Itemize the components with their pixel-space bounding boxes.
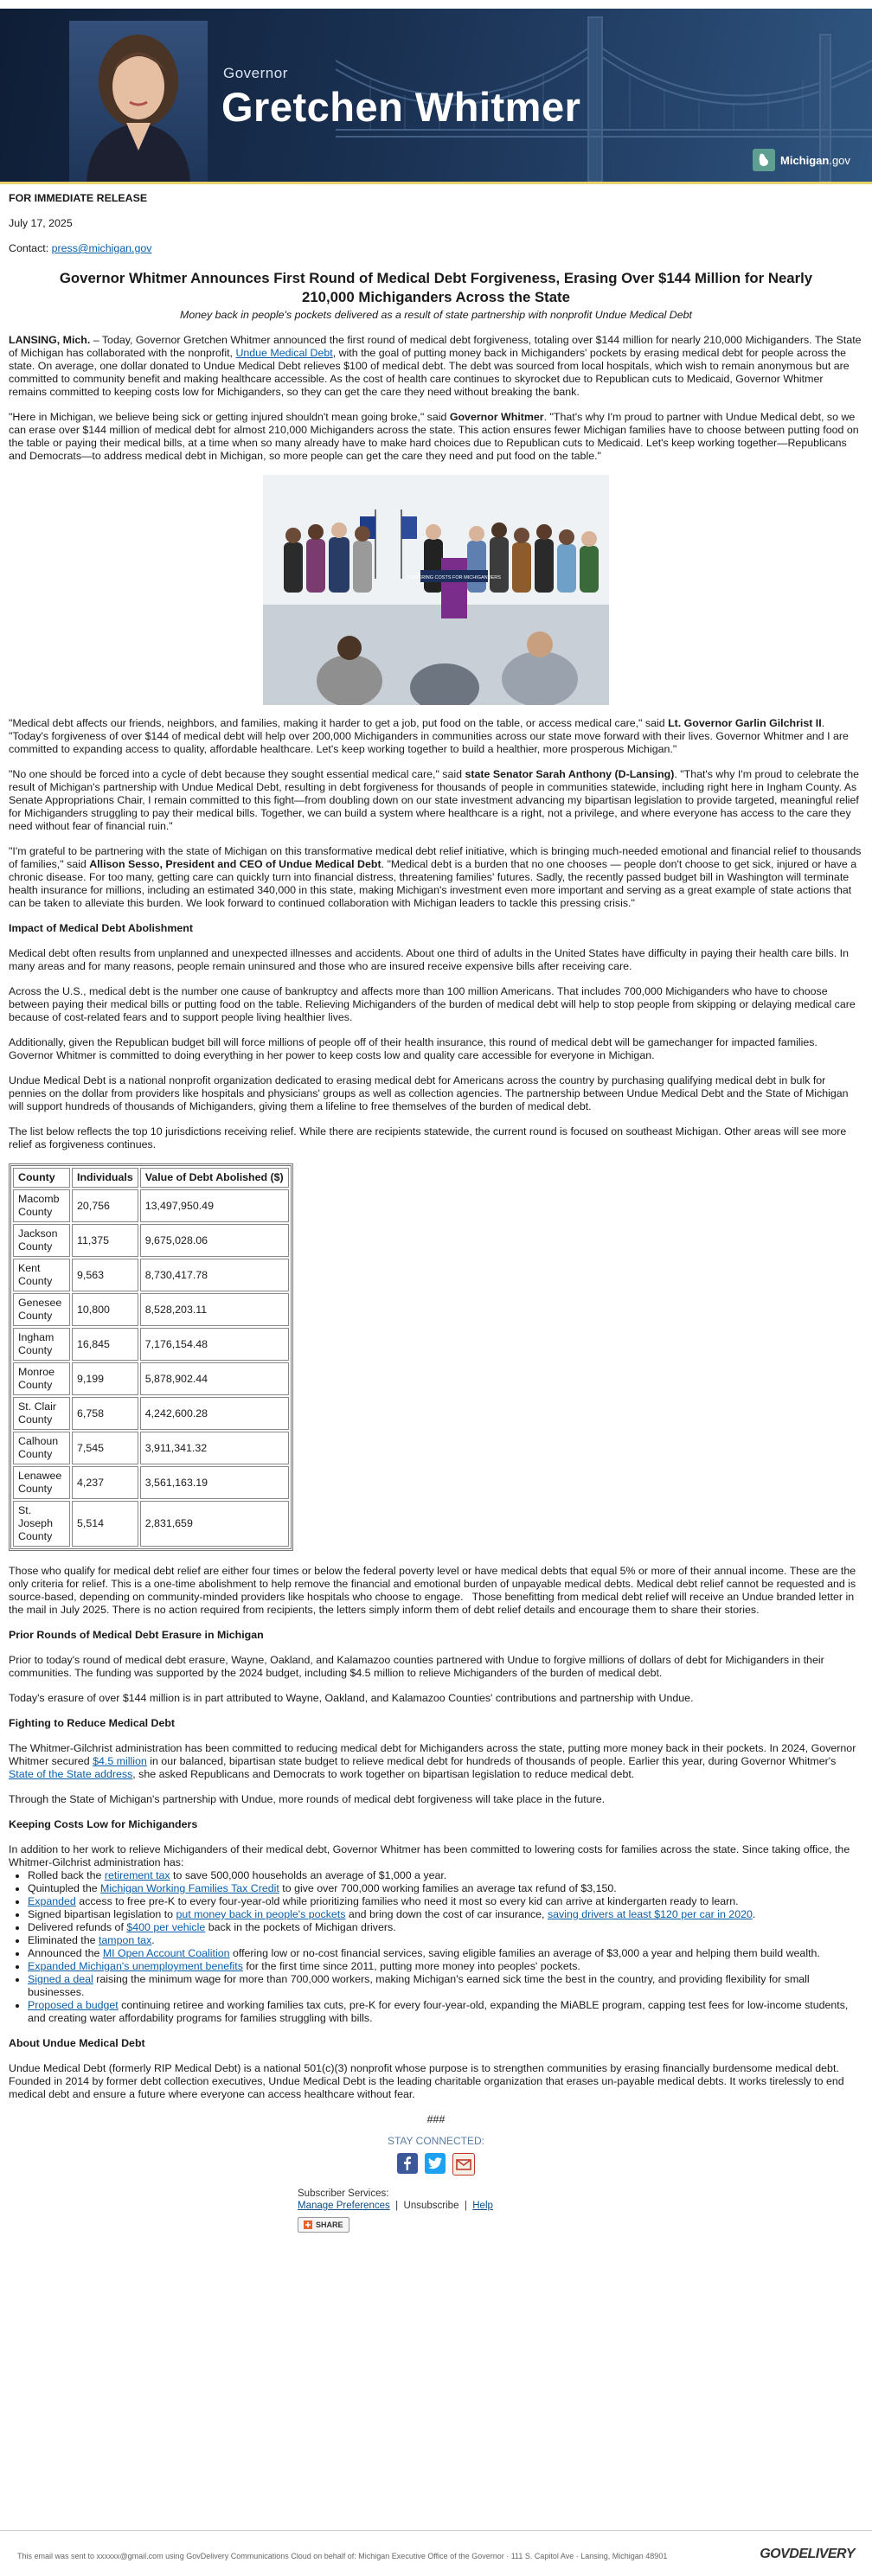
fighting-text-c: , she asked Republicans and Democrats to work together on bipartisan legislation to reduce medical debt.: [132, 1768, 635, 1780]
cell-value: 3,561,163.19: [140, 1466, 289, 1499]
cell-county: St. Clair County: [13, 1397, 70, 1430]
stay-connected-label: STAY CONNECTED:: [387, 2135, 484, 2147]
table-row: [13, 1293, 289, 1326]
cell-individuals: 9,199: [72, 1362, 138, 1395]
working-families-tax-credit-link[interactable]: Michigan Working Families Tax Credit: [100, 1882, 279, 1894]
table-row: [13, 1397, 289, 1430]
separator: |: [458, 2201, 473, 2211]
quote-governor: [9, 411, 863, 463]
keeping-intro: In addition to her work to relieve Michiganders of their medical debt, Governor Whitmer has been committed to lowering costs for families across the state. Since taking office, the Whitmer-Gilchrist administration has:: [9, 1843, 850, 1868]
cell-individuals: 6,758: [72, 1397, 138, 1430]
release-label: FOR IMMEDIATE RELEASE: [9, 192, 148, 204]
share-button[interactable]: [298, 2217, 349, 2233]
quote-senator-b: . "That's why I'm proud to celebrate the result of Michigan's partnership with Undue Medical Debt, resulting in debt forgiveness for thousands of people in communities statewide, including right here in Ingham County. As Senate Appropriations Chair, I remain committed to this fight—from doubling down on our state investment advancing my bipartisan legislation to provide targeted, meaningful relief for Michiganders struggling to pay their medical bills. Together, we can build a system where healthcare is a right, not a privilege, and where everyone has access to the care they need without fear of financial ruin.": [9, 768, 860, 832]
proposed-budget-link[interactable]: Proposed a budget: [28, 1999, 119, 2011]
list-item: [28, 1999, 863, 2025]
cell-individuals: 10,800: [72, 1293, 138, 1326]
bullet-text: Signed bipartisan legislation to: [28, 1908, 176, 1920]
quote-lt-governor-b: . "Today's forgiveness of over $144 of medical debt will help over 200,000 Michiganders in communities across our state move forward with their lives. Governor Whitmer and I are committed to expanding access to quality, affordable healthcare. Let's keep working together to build a healthier, more prosperous Michigan.": [9, 717, 849, 755]
share-label: SHARE: [316, 2220, 343, 2229]
quote-governor-speaker: Governor Whitmer: [449, 411, 544, 423]
release-contact: [9, 242, 863, 255]
cell-value: 5,878,902.44: [140, 1362, 289, 1395]
bullet-text: access to free pre-K to every four-year-old while prioritizing families who need it most so every kid can arrive at kindergarten ready to learn.: [75, 1895, 739, 1907]
unsubscribe-link[interactable]: Unsubscribe: [403, 2201, 459, 2211]
accomplishments-list: [9, 1869, 863, 2025]
cell-value: 4,242,600.28: [140, 1397, 289, 1430]
header-title-name: Gretchen Whitmer: [221, 84, 581, 130]
table-header-row: [13, 1168, 289, 1188]
qualify-paragraph: Those who qualify for medical debt relief are either four times or below the federal poverty level or have medical debts that equal 5% or more of their annual income. These are the only criteria for relief. This is a one-time abolishment to help remove the financial and emotional burden of unpayable medical debts. Medical debt relief cannot be requested and is source-based, depending on community-minded providers like hospitals who choose to engage. Those benefitting from medical debt relief will receive an Undue branded letter in the mail in July 2025. There is no action required from recipients, the letters simply inform them of debt relief details and encourage them to share their stories.: [9, 1565, 859, 1616]
subscriber-label: Subscriber Services:: [298, 2188, 389, 2199]
cell-county: Calhoun County: [13, 1432, 70, 1464]
cell-county: St. Joseph County: [13, 1501, 70, 1547]
bullet-text: continuing retiree and working families tax cuts, pre-K for every four-year-old, expanding the MiABLE program, capping test fees for low-income students, and creating water affordability programs for families struggling with bills.: [28, 1999, 849, 2024]
prior-section-title: Prior Rounds of Medical Debt Erasure in Michigan: [9, 1629, 264, 1641]
fighting-paragraph-1: [9, 1742, 863, 1781]
table-header-individuals: Individuals: [72, 1168, 138, 1188]
quote-lt-governor-speaker: Lt. Governor Garlin Gilchrist II: [668, 717, 822, 729]
michigan-gov-logo[interactable]: [753, 145, 860, 175]
list-item: [28, 1882, 863, 1895]
bullet-text: offering low or no-cost financial services, saving eligible families an average of $3,000 a year and helping them build wealth.: [229, 1947, 820, 1959]
table-row: [13, 1466, 289, 1499]
vehicle-refund-link[interactable]: $400 per vehicle: [126, 1921, 206, 1933]
intro-paragraph: [9, 334, 863, 399]
bullet-text: Announced the: [28, 1947, 103, 1959]
list-item: [28, 1960, 863, 1973]
separator: |: [389, 2201, 404, 2211]
cell-individuals: 5,514: [72, 1501, 138, 1547]
impact-paragraph-4: Undue Medical Debt is a national nonprofit organization dedicated to erasing medical debt for Americans across the country by purchasing qualifying medical debt in bulk for pennies on the dollar from providers like hospitals and physicians' groups as well as collection agencies. The partnership between Undue Medical Debt and the State of Michigan will support hundreds of thousands of Michiganders, giving them a lifeline to free themselves of the burden of medical debt.: [9, 1074, 849, 1112]
bullet-text: back in the pockets of Michigan drivers.: [205, 1921, 396, 1933]
bullet-text: raising the minimum wage for more than 700,000 workers, making Michigan's earned sick time the best in the country, and providing flexibility for small businesses.: [28, 1973, 810, 1998]
email-footer: [0, 2530, 872, 2576]
list-item: [28, 1947, 863, 1960]
quote-senator: [9, 768, 863, 833]
quote-undue-ceo-b: . "Medical debt is a burden that no one chooses — people don't choose to get sick, injured or have a chronic disease. For too many, getting care can quickly turn into financial distress, threatening families' futures. Sadly, the recently passed budget bill in Washington will terminate health insurance for millions, including an estimated 340,000 in this state, making Michigan's investment even more important and serving as a great example of state actions that can be taken to alleviate this burden. We look forward to continued collaboration with Michigan leaders to tackle this pressing crisis.": [9, 858, 857, 909]
header-banner: [0, 9, 872, 184]
impact-paragraph-3: Additionally, given the Republican budget bill will force millions of people off of their health insurance, this round of medical debt will be gamechanger for impacted families. Governor Whitmer is committed to doing everything in her power to keep costs low and quality care accessible for everyone in Michigan.: [9, 1036, 818, 1061]
table-row: [13, 1189, 289, 1222]
cell-county: Kent County: [13, 1259, 70, 1291]
governor-portrait: [69, 21, 208, 182]
cell-value: 3,911,341.32: [140, 1432, 289, 1464]
twitter-icon[interactable]: [425, 2153, 446, 2174]
cell-county: Ingham County: [13, 1328, 70, 1361]
county-relief-table: [9, 1163, 293, 1551]
press-release-body: [9, 192, 863, 2233]
subscriber-links: [298, 2200, 863, 2212]
facebook-icon[interactable]: [397, 2153, 418, 2174]
intro-text-b: , with the goal of putting money back in Michiganders' pockets by erasing medical debt for people across the state. On average, one dollar donated to Undue Medical Debt relieves $100 of medical debt. The debt was sourced from local hospitals, which wish to remain anonymous but are committed to community benefit and making healthcare accessible. As the cost of health care continues to skyrocket due to Republican cuts to Medicaid, Governor Whitmer remains committed to keeping costs low for Michiganders, so they can get the care they need without breaking the bank.: [9, 347, 850, 398]
quote-senator-speaker: state Senator Sarah Anthony (D-Lansing): [465, 768, 675, 780]
list-item: [28, 1869, 863, 1882]
headline: Governor Whitmer Announces First Round of Medical Debt Forgiveness, Erasing Over $144 Million for Nearly 210,000 Michiganders Across the State: [59, 270, 813, 305]
table-row: [13, 1328, 289, 1361]
cell-individuals: 7,545: [72, 1432, 138, 1464]
cell-value: 8,528,203.11: [140, 1293, 289, 1326]
bullet-text: Rolled back the: [28, 1869, 105, 1881]
expanded-pre-k-link[interactable]: Expanded: [28, 1895, 76, 1907]
govdelivery-logo[interactable]: GOVDELIVERY: [760, 2547, 855, 2561]
cell-value: 9,675,028.06: [140, 1224, 289, 1257]
cell-county: Monroe County: [13, 1362, 70, 1395]
bullet-text: to give over 700,000 working families an average tax refund of $3,150.: [279, 1882, 617, 1894]
cell-county: Jackson County: [13, 1224, 70, 1257]
state-of-the-state-link[interactable]: State of the State address: [9, 1768, 133, 1780]
fighting-paragraph-2: Through the State of Michigan's partnership with Undue, more rounds of medical debt forgiveness will take place in the future.: [9, 1793, 606, 1805]
impact-paragraph-2: Across the U.S., medical debt is the number one cause of bankruptcy and affects more than 100 million Americans. That includes 700,000 Michiganders who have to choose between paying their medical bills or putting food on the table. Relieving Michiganders of the burden of medical debt will help to stop people from skipping or delaying medical care because of cost-related fears and to support people living healthier lives.: [9, 985, 856, 1023]
impact-paragraph-5: The list below reflects the top 10 jurisdictions receiving relief. While there are recipients statewide, the current round is focused on southeast Michigan. Other areas will see more relief as forgiveness continues.: [9, 1125, 847, 1150]
list-item: [28, 1908, 863, 1921]
cell-value: 7,176,154.48: [140, 1328, 289, 1361]
quote-undue-ceo-speaker: Allison Sesso, President and CEO of Undue Medical Debt: [89, 858, 382, 870]
bullet-text: to save 500,000 households an average of $1,000 a year.: [170, 1869, 447, 1881]
retirement-tax-link[interactable]: retirement tax: [104, 1869, 170, 1881]
quote-senator-a: "No one should be forced into a cycle of debt because they sought essential medical care," said: [9, 768, 465, 780]
quote-lt-governor: [9, 717, 863, 756]
cell-county: Lenawee County: [13, 1466, 70, 1499]
logo-text: Michigan: [780, 153, 830, 167]
release-date: July 17, 2025: [9, 217, 73, 229]
impact-section-title: Impact of Medical Debt Abolishment: [9, 922, 193, 934]
subheadline: Money back in people's pockets delivered as a result of state partnership with nonprofit Undue Medical Debt: [180, 309, 692, 321]
table-row: [13, 1224, 289, 1257]
list-item: [28, 1934, 863, 1947]
mi-open-account-link[interactable]: MI Open Account Coalition: [102, 1947, 230, 1959]
about-section-title: About Undue Medical Debt: [9, 2037, 145, 2049]
dateline: LANSING, Mich.: [9, 334, 91, 346]
keeping-section-title: Keeping Costs Low for Michiganders: [9, 1818, 198, 1830]
quote-undue-ceo-a: "I'm grateful to be partnering with the state of Michigan on this transformative medical debt relief initiative, which is bringing much-needed emotional and financial relief to thousands of families," said: [9, 845, 862, 870]
manage-preferences-link[interactable]: Manage Preferences: [298, 2201, 390, 2211]
fighting-text-b: in our balanced, bipartisan state budget to relieve medical debt for hundreds of thousands of people. Earlier this year, during Governor Whitmer's: [146, 1755, 837, 1767]
bullet-text: .: [752, 1908, 756, 1920]
table-header-value: Value of Debt Abolished ($): [140, 1168, 289, 1188]
money-back-link[interactable]: put money back in people's pockets: [176, 1908, 346, 1920]
michigan-mitten-icon: [753, 149, 775, 171]
about-paragraph: Undue Medical Debt (formerly RIP Medical Debt) is a national 501(c)(3) nonprofit whose purpose is to strengthen communities by erasing financially burdensome medical debt. Founded in 2014 by former debt collection executives, Undue Medical Debt is the leading charitable organization that erases un-payable medical debts. It works tirelessly to end medical debt and ensure a future where everyone can access healthcare without fear.: [9, 2062, 844, 2100]
signed-a-deal-link[interactable]: Signed a deal: [28, 1973, 93, 1985]
bullet-text: Eliminated the: [28, 1934, 99, 1946]
header-title-small: Governor: [223, 65, 288, 81]
quote-lt-governor-a: "Medical debt affects our friends, neighbors, and families, making it harder to get a job, put food on the table, or access medical care," said: [9, 717, 669, 729]
share-plus-icon: [304, 2220, 312, 2229]
contact-email-link[interactable]: press@michigan.gov: [51, 242, 152, 254]
table-header-county: County: [13, 1168, 70, 1188]
list-item: [28, 1973, 863, 1999]
table-row: [13, 1362, 289, 1395]
fighting-section-title: Fighting to Reduce Medical Debt: [9, 1717, 176, 1729]
footer-text: This email was sent to xxxxxx@gmail.com using GovDelivery Communications Cloud on behalf of: Michigan Executive Office of the Governor · 111 S. Capitol Ave · Lansing, Michigan 48901: [17, 2552, 668, 2560]
tampon-tax-link[interactable]: tampon tax: [98, 1934, 152, 1946]
cell-value: 8,730,417.78: [140, 1259, 289, 1291]
fighting-text-a: The Whitmer-Gilchrist administration has been committed to reducing medical debt for Michiganders across the state, putting more money back in their pockets. In 2024, Governor Whitmer secured: [9, 1742, 856, 1767]
budget-link[interactable]: $4.5 million: [93, 1755, 147, 1767]
event-photo: [263, 475, 609, 705]
impact-paragraph-1: Medical debt often results from unplanned and unexpected illnesses and accidents. About one third of adults in the United States have difficulty in paying their health care bills. In many areas and for many reasons, people remain uninsured and those who are insured receive expensive bills after receiving care.: [9, 947, 849, 972]
quote-governor-b: . "That's why I'm proud to partner with Undue Medical debt, so we can erase over $144 million of medical debt for almost 210,000 Michiganders across the state. This action ensures fewer Michigan families have to choose between putting food on the table or paying their medical bills, at a time when so many already have to make hard choices due to Republican cuts to Medicaid. Let's keep working together—Republicans and Democrats—to address medical debt in Michigan, so more people can get the care they need and put food on the table.": [9, 411, 859, 462]
cell-individuals: 11,375: [72, 1224, 138, 1257]
subscriber-services: [298, 2188, 863, 2233]
contact-label: Contact:: [9, 242, 52, 254]
podium-sign-text: LOWERING COSTS FOR MICHIGANDERS: [407, 575, 501, 580]
cell-individuals: 9,563: [72, 1259, 138, 1291]
list-item: [28, 1921, 863, 1934]
bullet-text: for the first time since 2011, putting more money into peoples' pockets.: [242, 1960, 580, 1972]
prior-paragraph-1: Prior to today's round of medical debt erasure, Wayne, Oakland, and Kalamazoo counties partnered with Undue to forgive millions of dollars of debt for Michiganders in their communities. The funding was supported by the 2024 budget, including $4.5 million to relieve Michiganders of the burden of medical debt.: [9, 1654, 824, 1679]
cell-value: 2,831,659: [140, 1501, 289, 1547]
bullet-text: Delivered refunds of: [28, 1921, 127, 1933]
cell-value: 13,497,950.49: [140, 1189, 289, 1222]
undue-medical-debt-link[interactable]: Undue Medical Debt: [235, 347, 333, 359]
prior-paragraph-2: Today's erasure of over $144 million is in part attributed to Wayne, Oakland, and Kalamazoo Counties' contributions and partnership with Undue.: [9, 1692, 694, 1704]
cell-county: Macomb County: [13, 1189, 70, 1222]
cell-county: Genesee County: [13, 1293, 70, 1326]
unemployment-benefits-link[interactable]: Expanded Michigan's unemployment benefits: [28, 1960, 243, 1972]
end-mark: ###: [426, 2113, 446, 2125]
cell-individuals: 4,237: [72, 1466, 138, 1499]
list-item: [28, 1895, 863, 1908]
quote-undue-ceo: [9, 845, 863, 910]
bullet-text: .: [151, 1934, 155, 1946]
cell-individuals: 16,845: [72, 1328, 138, 1361]
intro-text-a: – Today, Governor Gretchen Whitmer announced the first round of medical debt forgiveness, totaling over $144 million for nearly 210,000 Michiganders. The State of Michigan has collaborated with the nonprofit,: [9, 334, 862, 359]
bullet-text: Quintupled the: [28, 1882, 101, 1894]
bullet-text: and bring down the cost of car insurance,: [345, 1908, 548, 1920]
social-links: [9, 2153, 863, 2176]
table-row: [13, 1501, 289, 1547]
saving-drivers-link[interactable]: saving drivers at least $120 per car in 2020: [547, 1908, 753, 1920]
cell-individuals: 20,756: [72, 1189, 138, 1222]
table-row: [13, 1259, 289, 1291]
quote-governor-a: "Here in Michigan, we believe being sick or getting injured shouldn't mean going broke," said: [9, 411, 450, 423]
logo-suffix: .gov: [829, 153, 850, 167]
help-link[interactable]: Help: [472, 2201, 493, 2211]
email-icon[interactable]: [452, 2153, 475, 2176]
table-row: [13, 1432, 289, 1464]
